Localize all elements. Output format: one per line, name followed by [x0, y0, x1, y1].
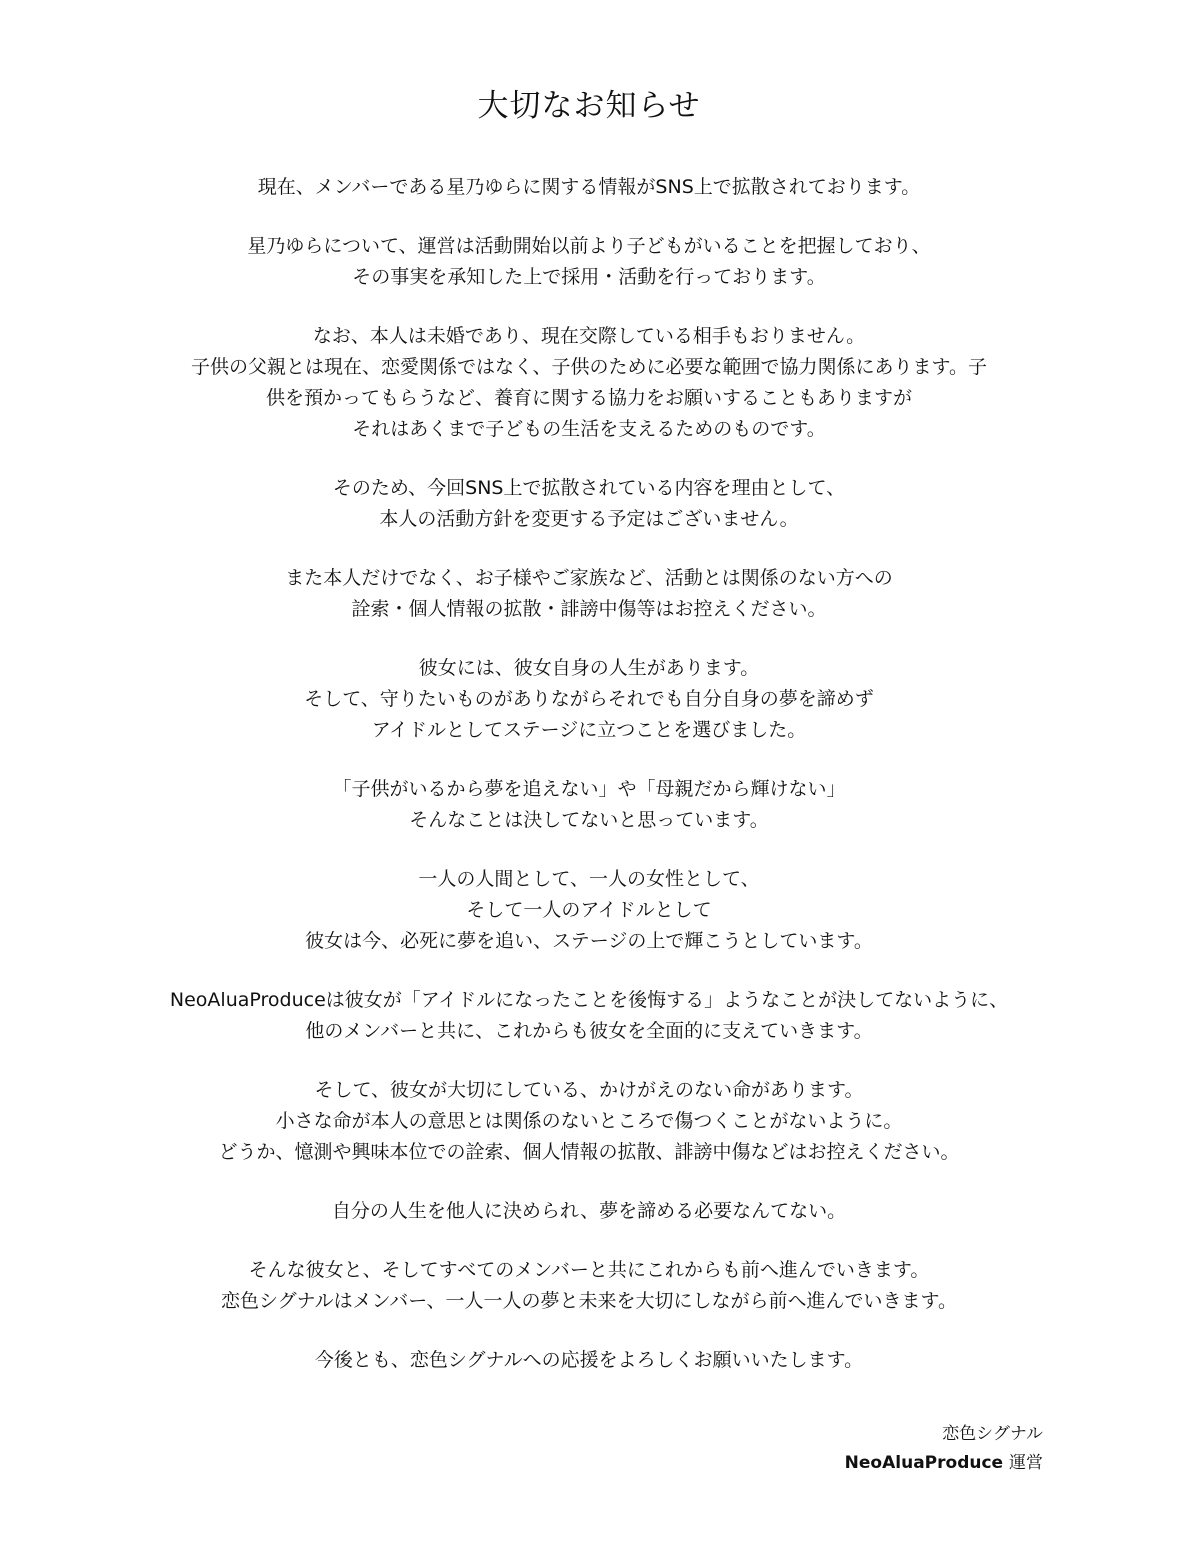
text-line: 供を預かってもらうなど、養育に関する協力をお願いすることもありますが: [265, 387, 912, 409]
text-line: 自分の人生を他人に決められ、夢を諦める必要なんてない。: [331, 1200, 847, 1222]
text-line: そして、守りたいものがありながらそれでも自分自身の夢を諦めず: [304, 688, 874, 710]
signature-block: [845, 1420, 1043, 1478]
text-line: 一人の人間として、一人の女性として、: [418, 868, 760, 890]
signature-company: [845, 1449, 1043, 1478]
paragraph-6: [60, 653, 1118, 746]
text-line: 彼女には、彼女自身の人生があります。: [418, 657, 760, 679]
text-line: 星乃ゆらについて、運営は活動開始以前より子どもがいることを把握しており、: [247, 235, 931, 257]
text-line: 彼女は今、必死に夢を追い、ステージの上で輝こうとしています。: [305, 930, 873, 952]
text-line: その事実を承知した上で採用・活動を行っております。: [352, 266, 826, 288]
text-line: そして一人のアイドルとして: [466, 899, 712, 921]
page-title: 大切なお知らせ: [477, 87, 701, 124]
text-line: 「子供がいるから夢を追えない」や「母親だから輝けない」: [332, 778, 846, 800]
text-line: そのため、今回SNS上で拡散されている内容を理由として、: [332, 477, 846, 499]
text-line: 恋色シグナルはメンバー、一人一人の夢と未来を大切にしながら前へ進んでいきます。: [220, 1290, 958, 1312]
paragraph-5: [60, 563, 1118, 625]
text-line: それはあくまで子どもの生活を支えるためのものです。: [352, 418, 826, 440]
paragraph-3: [60, 321, 1118, 445]
text-line: 小さな命が本人の意思とは関係のないところで傷つくことがないように。: [275, 1110, 903, 1132]
text-line: また本人だけでなく、お子様やご家族など、活動とは関係のない方への: [285, 567, 893, 589]
paragraph-7: [60, 774, 1118, 836]
paragraph-10: [60, 1075, 1118, 1168]
paragraph-8: [60, 864, 1118, 957]
text-line: そんな彼女と、そしてすべてのメンバーと共にこれからも前へ進んでいきます。: [248, 1259, 930, 1281]
signature-group-name: 恋色シグナル: [942, 1424, 1043, 1444]
signature-company-name: NeoAluaProduce: [844, 1453, 1004, 1473]
signature-unit: 運営: [1009, 1453, 1043, 1473]
paragraph-12: [60, 1255, 1118, 1317]
paragraph-13: [60, 1345, 1118, 1376]
paragraph-2: [60, 231, 1118, 293]
text-line: なお、本人は未婚であり、現在交際している相手もおりません。: [312, 325, 866, 347]
text-line: 現在、メンバーである星乃ゆらに関する情報がSNS上で拡散されております。: [257, 176, 921, 198]
text-line: 子供の父親とは現在、恋愛関係ではなく、子供のために必要な範囲で協力関係にあります。子: [190, 356, 988, 378]
notice-body: [60, 172, 1118, 1404]
text-line: そして、彼女が大切にしている、かけがえのない命があります。: [314, 1079, 864, 1101]
paragraph-9: [60, 985, 1118, 1047]
text-line: 他のメンバーと共に、これからも彼女を全面的に支えていきます。: [305, 1020, 873, 1042]
paragraph-4: [60, 473, 1118, 535]
paragraph-11: [60, 1196, 1118, 1227]
text-line: そんなことは決してないと思っています。: [409, 809, 769, 831]
text-line: アイドルとしてステージに立つことを選びました。: [371, 719, 807, 741]
paragraph-1: [60, 172, 1118, 203]
text-line: 詮索・個人情報の拡散・誹謗中傷等はお控えください。: [351, 598, 827, 620]
text-line: どうか、憶測や興味本位での詮索、個人情報の拡散、誹謗中傷などはお控えください。: [218, 1141, 960, 1163]
text-line: 今後とも、恋色シグナルへの応援をよろしくお願いいたします。: [314, 1349, 864, 1371]
text-line: NeoAluaProduceは彼女が「アイドルになったことを後悔する」ようなことが決してないように、: [169, 989, 1009, 1011]
text-line: 本人の活動方針を変更する予定はございません。: [379, 508, 799, 530]
